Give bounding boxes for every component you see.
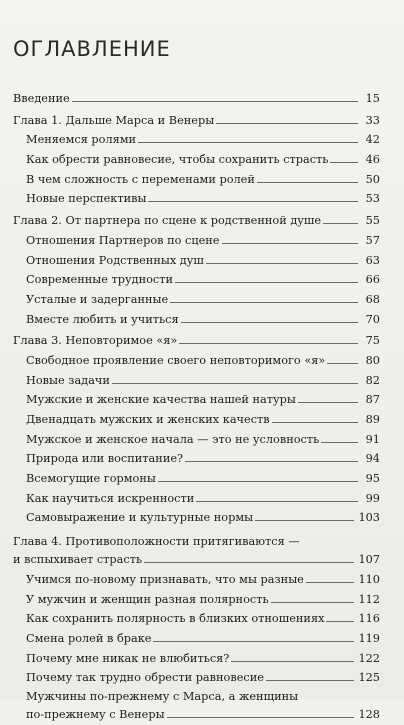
toc-entry-page: 66 <box>365 273 380 287</box>
toc-entry <box>13 449 380 469</box>
page-title: ОГЛАВЛЕНИЕ <box>13 37 171 61</box>
toc-entry-title: В чем сложность с переменами ролей <box>26 172 255 186</box>
toc-entry-title: Самовыражение и культурные нормы <box>26 511 254 525</box>
dot-leader <box>327 363 358 364</box>
toc-entry-title: Современные трудности <box>26 273 174 287</box>
dot-leader <box>271 602 355 603</box>
toc-entry-page: 119 <box>358 631 380 645</box>
dot-leader <box>255 520 354 521</box>
dot-leader <box>158 481 358 482</box>
dot-leader <box>216 123 358 124</box>
dot-leader <box>175 282 358 283</box>
dot-leader <box>179 343 358 344</box>
dot-leader <box>298 402 358 403</box>
toc-entry-page: 125 <box>358 671 380 685</box>
dot-leader <box>167 717 355 718</box>
toc-entry-page: 42 <box>365 133 380 147</box>
toc-entry <box>13 410 380 430</box>
toc-entry-page: 75 <box>365 334 380 348</box>
dot-leader <box>306 582 355 583</box>
toc-entry-page: 89 <box>365 413 380 426</box>
toc-entry-page: 94 <box>365 452 380 466</box>
toc-chapter <box>13 533 380 550</box>
toc-entry <box>13 590 380 610</box>
toc-entry-page: 57 <box>365 233 380 247</box>
toc-entry <box>13 270 380 290</box>
toc-entry-title: и вспыхивает страсть <box>13 553 143 567</box>
toc-entry-title: Глава 2. От партнера по сцене к родственной душе <box>13 214 322 228</box>
toc-entry <box>13 688 380 705</box>
toc-entry-title: Как обрести равновесие, чтобы сохранить страсть <box>26 153 329 167</box>
toc-entry <box>13 231 380 251</box>
toc-entry <box>13 170 380 190</box>
toc-entry <box>13 351 380 371</box>
toc-entry-title: Учимся по-новому признавать, что мы разные <box>26 572 304 586</box>
toc-entry-page: 15 <box>365 92 380 105</box>
toc-entry-title: Введение <box>13 92 70 105</box>
dot-leader <box>196 501 358 502</box>
toc-entry-page: 46 <box>365 153 380 167</box>
dot-leader <box>266 680 355 681</box>
toc-entry-title: Вместе любить и учиться <box>26 312 179 326</box>
toc-entry-title: Как сохранить полярность в близких отношениях <box>26 612 325 626</box>
toc-entry <box>13 469 380 489</box>
toc-entry-title: Природа или воспитание? <box>26 452 184 466</box>
toc-entry-page: 70 <box>365 312 380 326</box>
toc-entry-title: по-прежнему с Венеры <box>26 707 165 721</box>
toc-entry <box>13 150 380 170</box>
dot-leader <box>330 162 358 163</box>
toc-entry-title: У мужчин и женщин разная полярность <box>26 592 269 606</box>
toc-entry-title: Мужские и женские качества нашей натуры <box>26 393 296 407</box>
toc-entry-title: Новые перспективы <box>26 192 147 206</box>
toc-entry <box>13 668 380 688</box>
toc-entry-page: 63 <box>365 253 380 267</box>
dot-leader <box>326 621 354 622</box>
dot-leader <box>181 322 358 323</box>
dot-leader <box>272 422 358 423</box>
toc-entry-title: Двенадцать мужских и женских качеств <box>26 413 270 426</box>
toc-entry-title: Усталые и задерганные <box>26 292 169 306</box>
toc-entry-title: Мужчины по-прежнему с Марса, а женщины <box>26 689 299 703</box>
toc-chapter-continuation <box>13 550 380 570</box>
dot-leader <box>138 142 358 143</box>
toc-entry-title: Глава 1. Дальше Марса и Венеры <box>13 113 215 127</box>
dot-leader <box>153 641 354 642</box>
toc-entry-page: 33 <box>365 113 380 127</box>
toc-entry-page: 53 <box>365 192 380 206</box>
toc-entry-page: 91 <box>365 432 380 446</box>
dot-leader <box>206 263 358 264</box>
toc-entry <box>13 310 380 330</box>
toc-entry-page: 107 <box>358 553 380 567</box>
toc-entry <box>13 290 380 310</box>
toc-entry-page: 95 <box>365 472 380 486</box>
toc-chapter <box>13 331 380 351</box>
toc-entry-title: Мужское и женское начала — это не условность <box>26 432 320 446</box>
toc-entry-page: 103 <box>358 511 380 525</box>
toc-entry <box>13 89 380 109</box>
toc-entry-page: 50 <box>365 172 380 186</box>
toc-entry-title: Почему мне никак не влюбиться? <box>26 651 230 665</box>
dot-leader <box>323 223 358 224</box>
toc-entry-page: 112 <box>358 592 380 606</box>
dot-leader <box>170 302 358 303</box>
toc-entry-title: Глава 3. Неповторимое «я» <box>13 334 178 348</box>
toc-entry-title: Отношения Партнеров по сцене <box>26 233 220 247</box>
dot-leader <box>144 562 354 563</box>
toc-entry-page: 82 <box>365 373 380 387</box>
toc-entry-page: 116 <box>358 612 380 626</box>
toc-entry <box>13 189 380 209</box>
toc-entry-title: Новые задачи <box>26 373 110 387</box>
toc-entry-title: Свободное проявление своего неповторимого «я» <box>26 353 326 367</box>
toc-entry-page: 128 <box>358 707 380 721</box>
toc-entry <box>13 570 380 590</box>
toc-entry-continuation <box>13 705 380 725</box>
toc-entry <box>13 649 380 669</box>
toc-entry-title: Почему так трудно обрести равновесие <box>26 671 264 685</box>
toc-entry-page: 122 <box>358 651 380 665</box>
toc-entry <box>13 609 380 629</box>
toc-entry <box>13 251 380 271</box>
toc-entry-page: 99 <box>365 491 380 505</box>
toc-entry-page: 80 <box>365 353 380 367</box>
toc-entry-page: 55 <box>365 214 380 228</box>
toc-entry-title: Смена ролей в браке <box>26 631 152 645</box>
toc-entry-title: Меняемся ролями <box>26 133 137 147</box>
toc-entry-title: Всемогущие гормоны <box>26 472 156 486</box>
table-of-contents <box>13 89 380 725</box>
toc-entry-title: Глава 4. Противоположности притягиваются — <box>13 535 300 549</box>
toc-entry-page: 110 <box>358 572 380 586</box>
toc-entry-page: 68 <box>365 292 380 306</box>
toc-entry <box>13 629 380 649</box>
toc-chapter <box>13 111 380 131</box>
toc-entry <box>13 489 380 509</box>
toc-entry <box>13 508 380 528</box>
toc-chapter <box>13 211 380 231</box>
toc-entry-title: Как научиться искренности <box>26 491 195 505</box>
toc-entry <box>13 390 380 410</box>
dot-leader <box>185 461 358 462</box>
dot-leader <box>222 243 359 244</box>
toc-entry <box>13 371 380 391</box>
dot-leader <box>231 661 354 662</box>
dot-leader <box>72 101 358 102</box>
dot-leader <box>257 182 358 183</box>
toc-entry-title: Отношения Родственных душ <box>26 253 204 267</box>
dot-leader <box>321 442 358 443</box>
toc-entry <box>13 430 380 450</box>
dot-leader <box>112 383 358 384</box>
toc-entry-page: 87 <box>365 393 380 407</box>
toc-entry <box>13 130 380 150</box>
dot-leader <box>148 201 358 202</box>
